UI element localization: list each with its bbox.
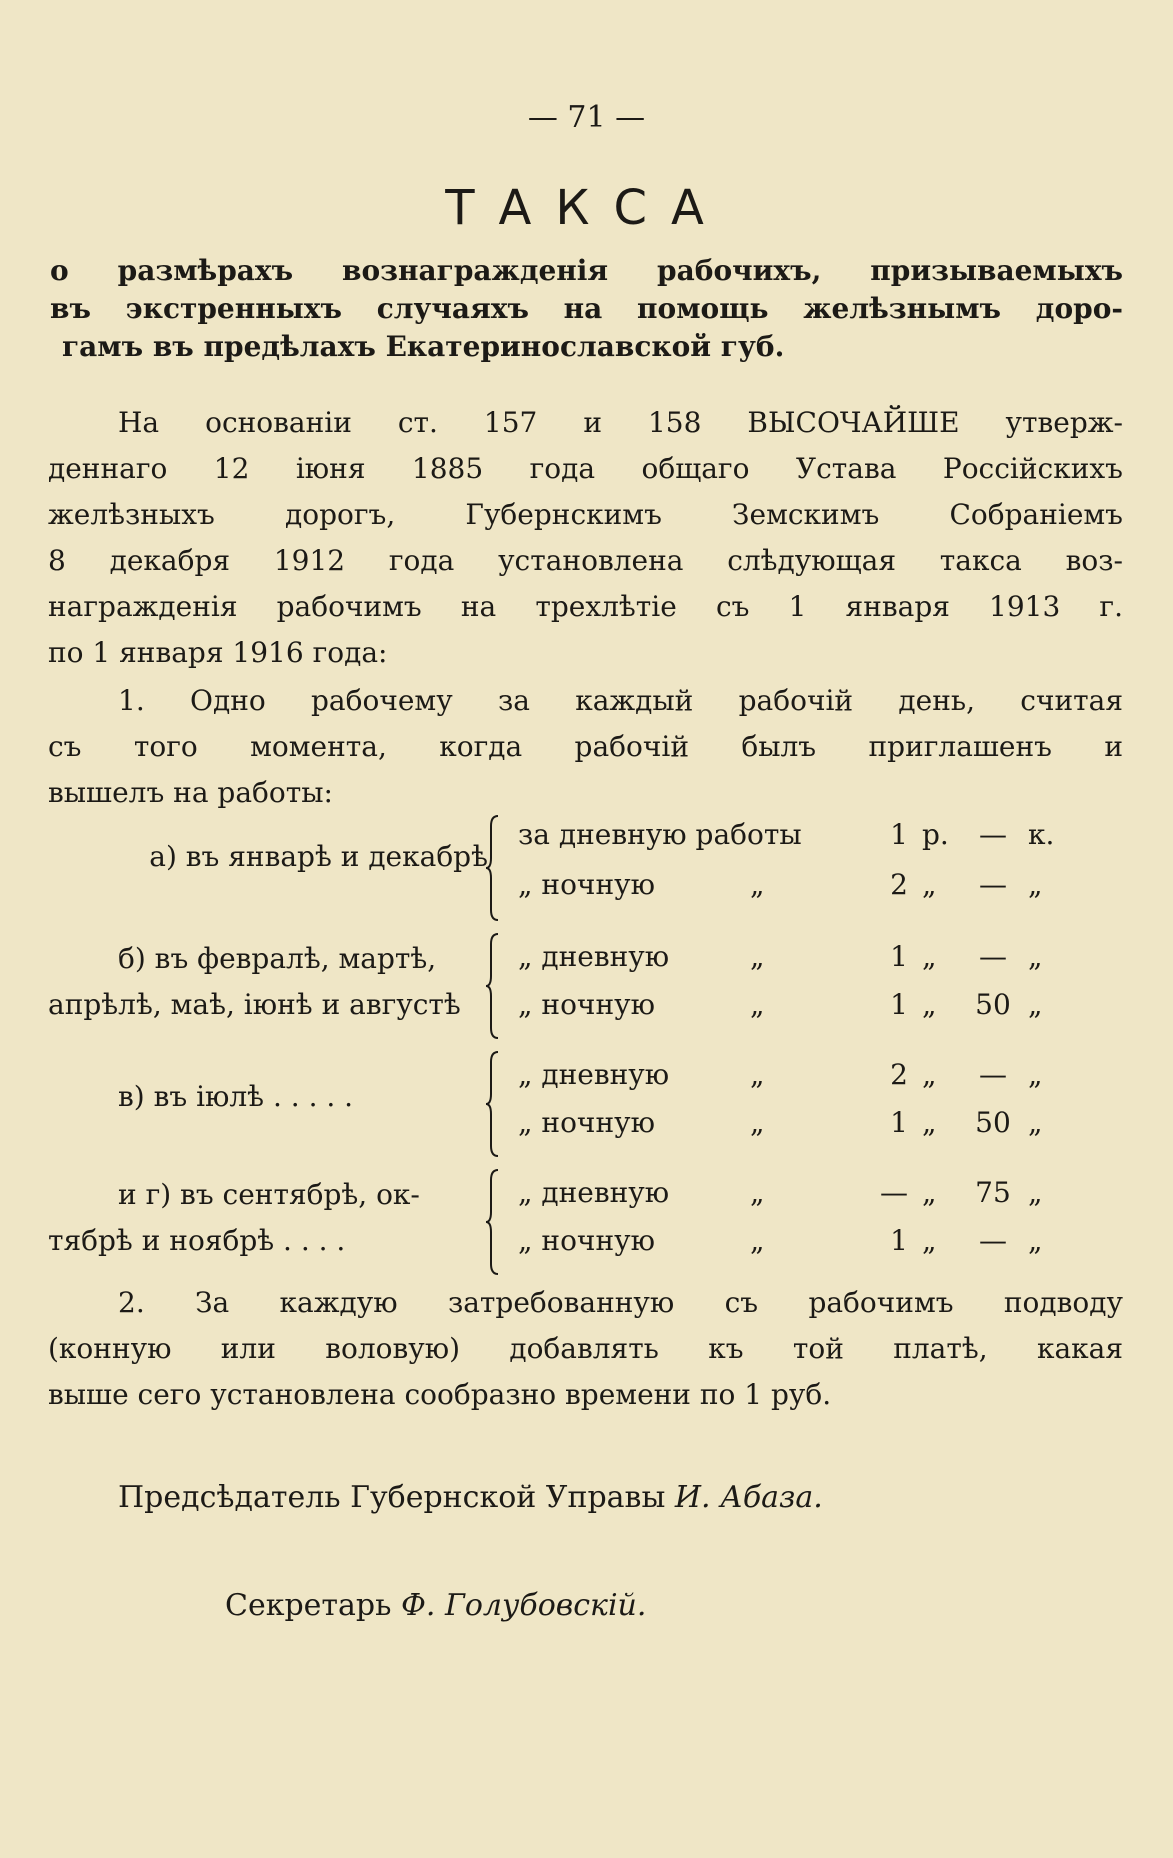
rubles-unit: „: [922, 1058, 937, 1091]
rubles-value: 2: [890, 868, 908, 901]
rate-row: [518, 862, 1048, 908]
brace-icon: [486, 1050, 504, 1158]
rubles-value: 1: [890, 1224, 908, 1257]
paragraph-line: На основаніи ст. 157 и 158 ВЫСОЧАЙШЕ утверж-: [118, 406, 1123, 439]
ditto-mark: „: [750, 988, 765, 1021]
rubles-unit: „: [922, 1176, 937, 1209]
subtitle-line: о размѣрахъ вознагражденія рабочихъ, призываемыхъ: [50, 254, 1123, 287]
ditto-mark: „: [750, 1058, 765, 1091]
rate-period: [48, 834, 488, 880]
shift-label: „ ночную: [518, 1106, 655, 1139]
kopecks-unit: „: [1028, 1176, 1043, 1209]
brace-icon: [486, 932, 504, 1040]
shift-label: „ дневную: [518, 940, 670, 973]
rate-period: [48, 936, 488, 1028]
intro-paragraph: [48, 400, 1123, 676]
paragraph-line: (конную или воловую) добавлять къ той платѣ, какая: [48, 1332, 1123, 1365]
rate-group: [48, 1048, 1078, 1166]
rate-row: [518, 1100, 1048, 1146]
kopecks-unit: „: [1028, 988, 1043, 1021]
period-line: апрѣлѣ, маѣ, іюнѣ и августѣ: [48, 988, 461, 1021]
kopecks-unit: „: [1028, 868, 1043, 901]
rubles-value: —: [880, 1176, 908, 1209]
rate-row: [518, 934, 1048, 980]
rubles-value: 1: [890, 940, 908, 973]
paragraph-line: съ того момента, когда рабочій былъ приглашенъ и: [48, 730, 1123, 763]
signature-name: Ф. Голубовскій.: [400, 1588, 647, 1623]
shift-label: „ ночную: [518, 868, 655, 901]
item-1-paragraph: [48, 678, 1123, 816]
kopecks-value: —: [979, 940, 1007, 973]
subtitle-line: гамъ въ предѣлахъ Екатеринославской губ.: [62, 330, 785, 363]
rubles-unit: р.: [922, 818, 949, 851]
signature-role: Предсѣдатель Губернской Управы: [118, 1480, 666, 1515]
paragraph-line: 2. За каждую затребованную съ рабочимъ подводу: [118, 1286, 1123, 1319]
rate-row: [518, 1170, 1048, 1216]
rubles-value: 2: [890, 1058, 908, 1091]
shift-label: „ ночную: [518, 1224, 655, 1257]
rubles-unit: „: [922, 940, 937, 973]
signature-role: Секретарь: [225, 1588, 392, 1623]
kopecks-unit: к.: [1028, 818, 1055, 851]
period-line: тябрѣ и ноябрѣ . . . .: [48, 1224, 346, 1257]
rubles-unit: „: [922, 1106, 937, 1139]
rubles-unit: „: [922, 1224, 937, 1257]
kopecks-value: 50: [975, 1106, 1011, 1139]
ditto-mark: „: [750, 868, 765, 901]
item-2-paragraph: [48, 1280, 1123, 1418]
document-title: ТАКСА: [445, 180, 728, 236]
period-line: б) въ февралѣ, мартѣ,: [118, 942, 437, 975]
rate-group: [48, 930, 1078, 1048]
signature-name: И. Абаза.: [674, 1480, 823, 1515]
period-line: и г) въ сентябрѣ, ок-: [118, 1178, 420, 1211]
kopecks-value: 50: [975, 988, 1011, 1021]
kopecks-value: —: [979, 1058, 1007, 1091]
rubles-value: 1: [890, 818, 908, 851]
ditto-mark: „: [750, 1176, 765, 1209]
kopecks-value: —: [979, 818, 1007, 851]
rate-row: [518, 812, 1055, 858]
rubles-unit: „: [922, 868, 937, 901]
shift-label: „ дневную: [518, 1176, 670, 1209]
period-line: в) въ іюлѣ . . . . .: [118, 1080, 354, 1113]
shift-label: за дневную работы: [518, 818, 802, 851]
paragraph-line: 1. Одно рабочему за каждый рабочій день, считая: [118, 684, 1123, 717]
kopecks-unit: „: [1028, 1106, 1043, 1139]
ditto-mark: „: [750, 940, 765, 973]
paragraph-line: по 1 января 1916 года:: [48, 636, 388, 669]
rate-period: [48, 1074, 488, 1120]
period-line: а) въ январѣ и декабрѣ: [149, 840, 488, 873]
kopecks-unit: „: [1028, 1058, 1043, 1091]
brace-icon: [486, 1168, 504, 1276]
kopecks-value: —: [979, 868, 1007, 901]
rubles-value: 1: [890, 1106, 908, 1139]
paragraph-line: награжденія рабочимъ на трехлѣтіе съ 1 января 1913 г.: [48, 590, 1123, 623]
paragraph-line: деннаго 12 іюня 1885 года общаго Устава Россійскихъ: [48, 452, 1123, 485]
rates-table: [48, 812, 1078, 1284]
page-number: — 71 —: [527, 100, 646, 135]
rate-row: [518, 982, 1048, 1028]
secretary-signature: [225, 1588, 646, 1623]
kopecks-unit: „: [1028, 1224, 1043, 1257]
rate-period: [48, 1172, 488, 1264]
document-subtitle: [50, 252, 1123, 366]
shift-label: „ дневную: [518, 1058, 670, 1091]
shift-label: „ ночную: [518, 988, 655, 1021]
kopecks-value: —: [979, 1224, 1007, 1257]
paragraph-line: 8 декабря 1912 года установлена слѣдующая такса воз-: [48, 544, 1123, 577]
rate-group: [48, 812, 1078, 930]
rubles-unit: „: [922, 988, 937, 1021]
paragraph-line: выше сего установлена сообразно времени по 1 руб.: [48, 1378, 832, 1411]
rate-row: [518, 1218, 1048, 1264]
ditto-mark: „: [750, 1224, 765, 1257]
kopecks-unit: „: [1028, 940, 1043, 973]
rate-row: [518, 1052, 1048, 1098]
brace-icon: [486, 814, 504, 922]
rubles-value: 1: [890, 988, 908, 1021]
subtitle-line: въ экстренныхъ случаяхъ на помощь желѣзнымъ доро-: [50, 292, 1123, 325]
kopecks-value: 75: [975, 1176, 1011, 1209]
chairman-signature: [118, 1480, 823, 1515]
paragraph-line: желѣзныхъ дорогъ, Губернскимъ Земскимъ Собраніемъ: [48, 498, 1123, 531]
paragraph-line: вышелъ на работы:: [48, 776, 333, 809]
rate-group: [48, 1166, 1078, 1284]
ditto-mark: „: [750, 1106, 765, 1139]
